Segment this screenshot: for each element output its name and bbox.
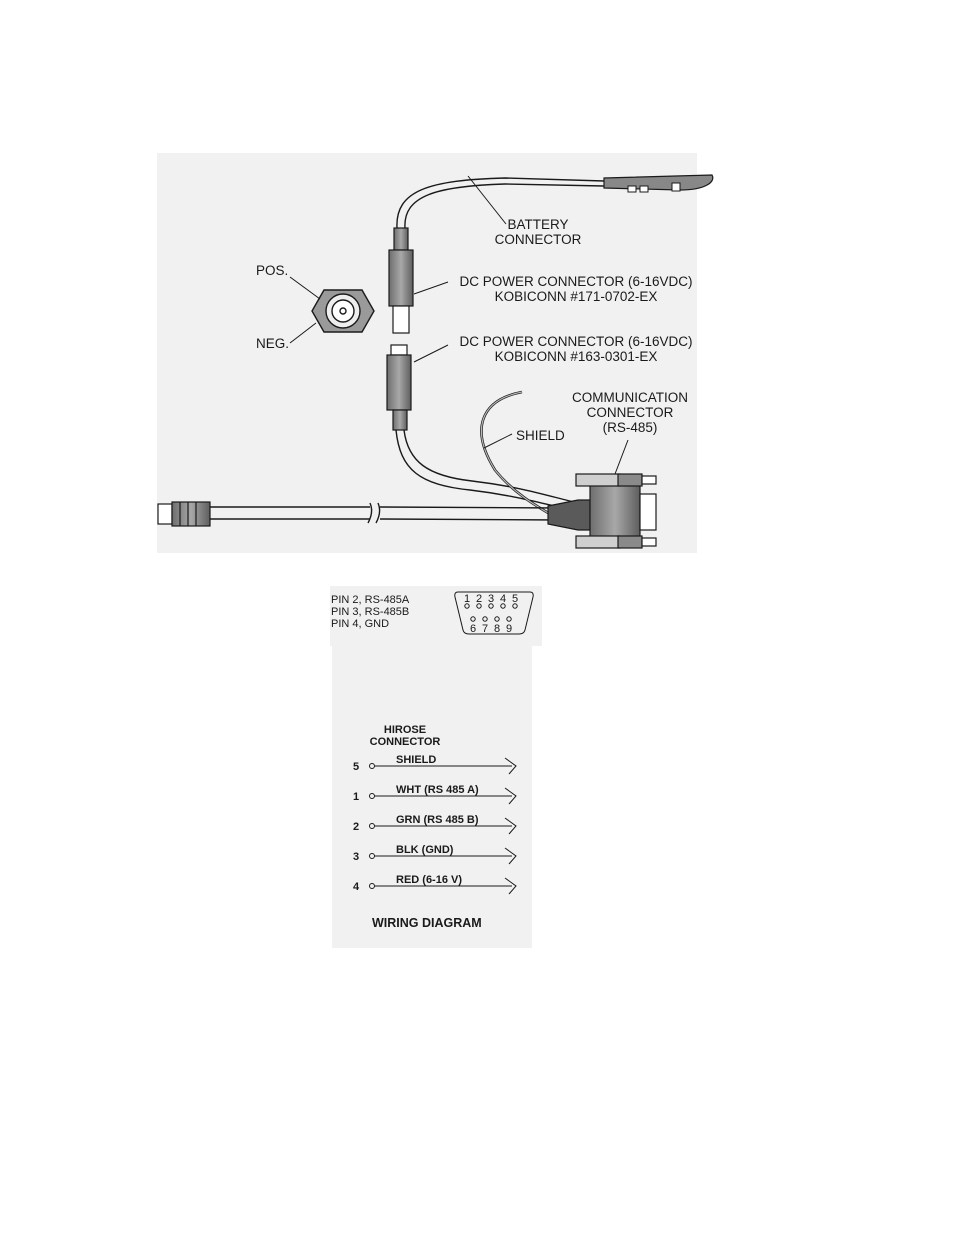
pin-number-7: 7	[482, 623, 489, 635]
main-cable	[210, 503, 560, 523]
pinout-line: PIN 4, GND	[331, 618, 390, 630]
battery-connector-line-2: CONNECTOR	[494, 232, 582, 247]
db9-connector-icon	[548, 474, 656, 548]
pinout-list	[331, 594, 409, 630]
dc-power-connector-2-label	[448, 334, 704, 364]
shield-wire	[481, 392, 560, 520]
neg-label: NEG.	[256, 336, 290, 351]
wire-label: BLK (GND)	[396, 844, 454, 856]
pinout-line: PIN 2, RS-485A	[331, 594, 410, 606]
pin-number-1: 1	[464, 593, 471, 605]
wire-label: SHIELD	[396, 754, 437, 766]
wire-label: GRN (RS 485 B)	[396, 814, 479, 826]
pin-number-5: 5	[512, 593, 519, 605]
wire-pin-number: 1	[353, 791, 360, 803]
communication-line-2: CONNECTOR	[586, 405, 674, 420]
wire-pin-number: 2	[353, 821, 360, 833]
battery-connector-line-1: BATTERY	[507, 217, 569, 232]
wire-label: RED (6-16 V)	[396, 874, 463, 886]
wiring-diagram-caption: WIRING DIAGRAM	[372, 916, 482, 930]
hirose-connector-heading	[355, 724, 455, 748]
shield-label: SHIELD	[516, 428, 565, 443]
pin-number-6: 6	[470, 623, 477, 635]
wire-pin-number: 4	[353, 881, 360, 893]
dc-power-1-line-1: DC POWER CONNECTOR (6-16VDC)	[459, 274, 693, 289]
dc-power-1-line-2: KOBICONN #171-0702-EX	[494, 289, 658, 304]
pin-number-9: 9	[506, 623, 513, 635]
pin-number-2: 2	[476, 593, 483, 605]
battery-clip-icon	[604, 175, 713, 192]
pin-number-3: 3	[488, 593, 495, 605]
battery-connector-label	[478, 217, 598, 247]
hirose-plug-icon	[158, 502, 210, 526]
pin-number-4: 4	[500, 593, 507, 605]
dc-power-connector-1-label	[448, 274, 704, 304]
wire-pin-number: 5	[353, 761, 360, 773]
hirose-heading-line-2: CONNECTOR	[369, 736, 441, 748]
communication-line-3: (RS-485)	[602, 420, 658, 435]
dc-power-connector-2-icon	[387, 345, 411, 430]
communication-connector-label	[565, 390, 695, 435]
dc-power-2-line-2: KOBICONN #163-0301-EX	[494, 349, 658, 364]
power-socket-hex-icon	[312, 290, 374, 332]
hirose-heading-line-1: HIROSE	[383, 724, 427, 736]
wire-label: WHT (RS 485 A)	[396, 784, 479, 796]
pinout-line: PIN 3, RS-485B	[331, 606, 410, 618]
wire-pin-number: 3	[353, 851, 360, 863]
dc-power-connector-1-icon	[389, 228, 413, 333]
pin-holes	[465, 604, 517, 621]
pin-number-8: 8	[494, 623, 501, 635]
communication-line-1: COMMUNICATION	[572, 390, 688, 405]
pos-label: POS.	[256, 263, 289, 278]
dc-power-2-line-1: DC POWER CONNECTOR (6-16VDC)	[459, 334, 693, 349]
